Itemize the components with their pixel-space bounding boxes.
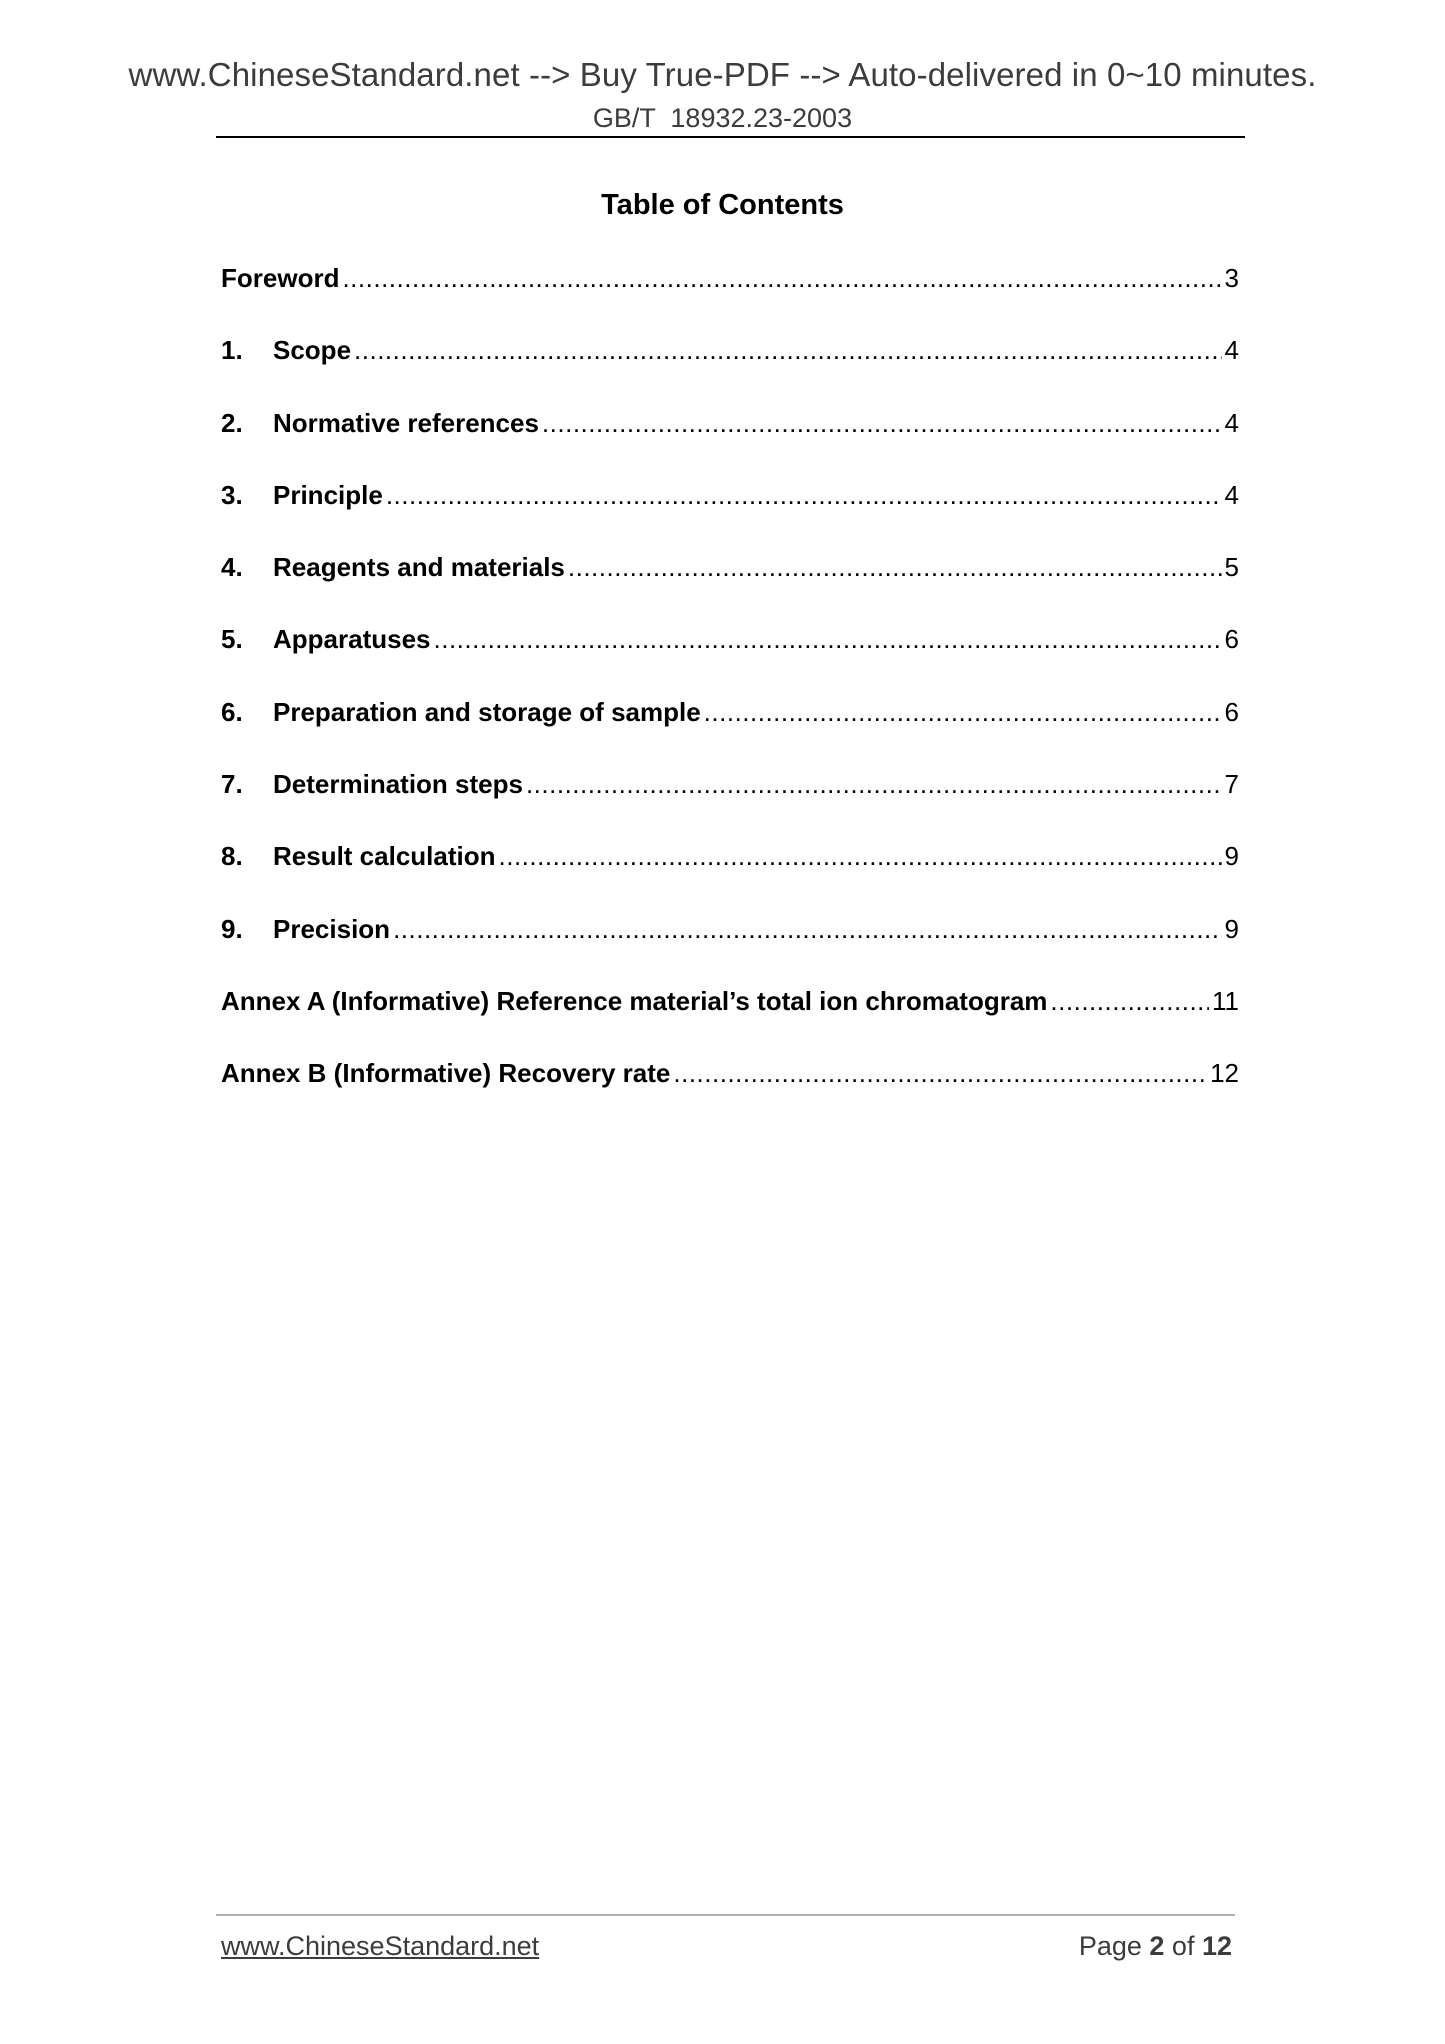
footer-page-number — [1079, 1931, 1232, 1962]
toc-entry-result-calculation[interactable] — [221, 836, 1239, 908]
toc-entry-page: 4 — [1224, 479, 1239, 510]
toc-entry-label: Precision — [273, 913, 391, 944]
toc-leader-dots — [526, 764, 1222, 804]
toc-entry-apparatuses[interactable] — [221, 619, 1239, 691]
page-of: of — [1164, 1931, 1202, 1961]
toc-entry-page: 9 — [1224, 841, 1239, 872]
toc-entry-label: Principle — [273, 479, 383, 510]
toc-leader-dots — [673, 1053, 1207, 1093]
toc-entry-page: 4 — [1224, 407, 1239, 438]
toc-entry-determination-steps[interactable] — [221, 764, 1239, 836]
toc-entry-page: 12 — [1210, 1058, 1239, 1089]
toc-entry-number: 6. — [221, 696, 243, 727]
toc-entry-label: Normative references — [273, 407, 539, 438]
toc-entry-number: 1. — [221, 335, 243, 366]
toc-entry-number: 3. — [221, 479, 243, 510]
toc-entry-number: 4. — [221, 552, 243, 583]
toc-entry-number: 2. — [221, 407, 243, 438]
footer-website-link[interactable]: www.ChineseStandard.net — [221, 1931, 540, 1961]
toc-entry-label: Reagents and materials — [273, 552, 565, 583]
toc-entry-label: Determination steps — [273, 769, 523, 800]
toc-leader-dots — [568, 547, 1222, 587]
toc-entry-precision[interactable] — [221, 909, 1239, 981]
toc-leader-dots — [542, 403, 1222, 443]
toc-entry-page: 3 — [1224, 263, 1239, 293]
toc-entry-principle[interactable] — [221, 475, 1239, 547]
toc-entry-number: 9. — [221, 913, 243, 944]
toc-entry-page: 4 — [1224, 335, 1239, 366]
toc-entry-label: Apparatuses — [273, 624, 431, 655]
toc-entry-number: 8. — [221, 841, 243, 872]
page-prefix: Page — [1078, 1931, 1150, 1961]
toc-leader-dots — [386, 475, 1222, 515]
toc-entry-scope[interactable] — [221, 330, 1239, 402]
toc-entry-page: 6 — [1224, 696, 1239, 727]
toc-leader-dots — [393, 909, 1221, 949]
footer-divider — [216, 1914, 1235, 1916]
toc-leader-dots — [499, 836, 1222, 876]
toc-entry-label: Annex A (Informative) Reference material’s total ion chromatogram — [221, 985, 1048, 1016]
toc-entry-label: Preparation and storage of sample — [273, 696, 701, 727]
toc-leader-dots — [1050, 981, 1209, 1021]
toc-entry-page: 5 — [1224, 552, 1239, 583]
toc-entry-page: 9 — [1224, 913, 1239, 944]
toc-title: Table of Contents — [601, 189, 844, 221]
toc-entry-number: 7. — [221, 769, 243, 800]
toc-entry-page: 7 — [1224, 769, 1239, 800]
table-of-contents — [221, 258, 1239, 1126]
toc-leader-dots — [342, 258, 1221, 298]
page-total: 12 — [1201, 1931, 1232, 1961]
page-current: 2 — [1149, 1931, 1165, 1961]
toc-entry-label: Scope — [273, 335, 352, 366]
toc-entry-page: 11 — [1212, 985, 1239, 1016]
toc-entry-label: Annex B (Informative) Recovery rate — [221, 1058, 671, 1089]
toc-entry-number: 5. — [221, 624, 243, 655]
toc-entry-annex-b[interactable] — [221, 1053, 1239, 1125]
header-banner: www.ChineseStandard.net --> Buy True-PDF --> Auto-delivered in 0~10 minutes. — [128, 56, 1317, 93]
toc-entry-reagents-and-materials[interactable] — [221, 547, 1239, 619]
document-code: GB/T 18932.23-2003 — [592, 103, 853, 133]
toc-entry-label: Result calculation — [273, 841, 496, 872]
header-divider — [216, 136, 1245, 138]
toc-leader-dots — [434, 619, 1222, 659]
toc-leader-dots — [354, 330, 1222, 370]
toc-entry-label: Foreword — [221, 263, 340, 293]
toc-entry-page: 6 — [1224, 624, 1239, 655]
toc-leader-dots — [704, 692, 1222, 732]
toc-entry-preparation-and-storage[interactable] — [221, 692, 1239, 764]
toc-entry-normative-references[interactable] — [221, 403, 1239, 475]
toc-entry-foreword[interactable] — [221, 258, 1239, 330]
toc-entry-annex-a[interactable] — [221, 981, 1239, 1053]
